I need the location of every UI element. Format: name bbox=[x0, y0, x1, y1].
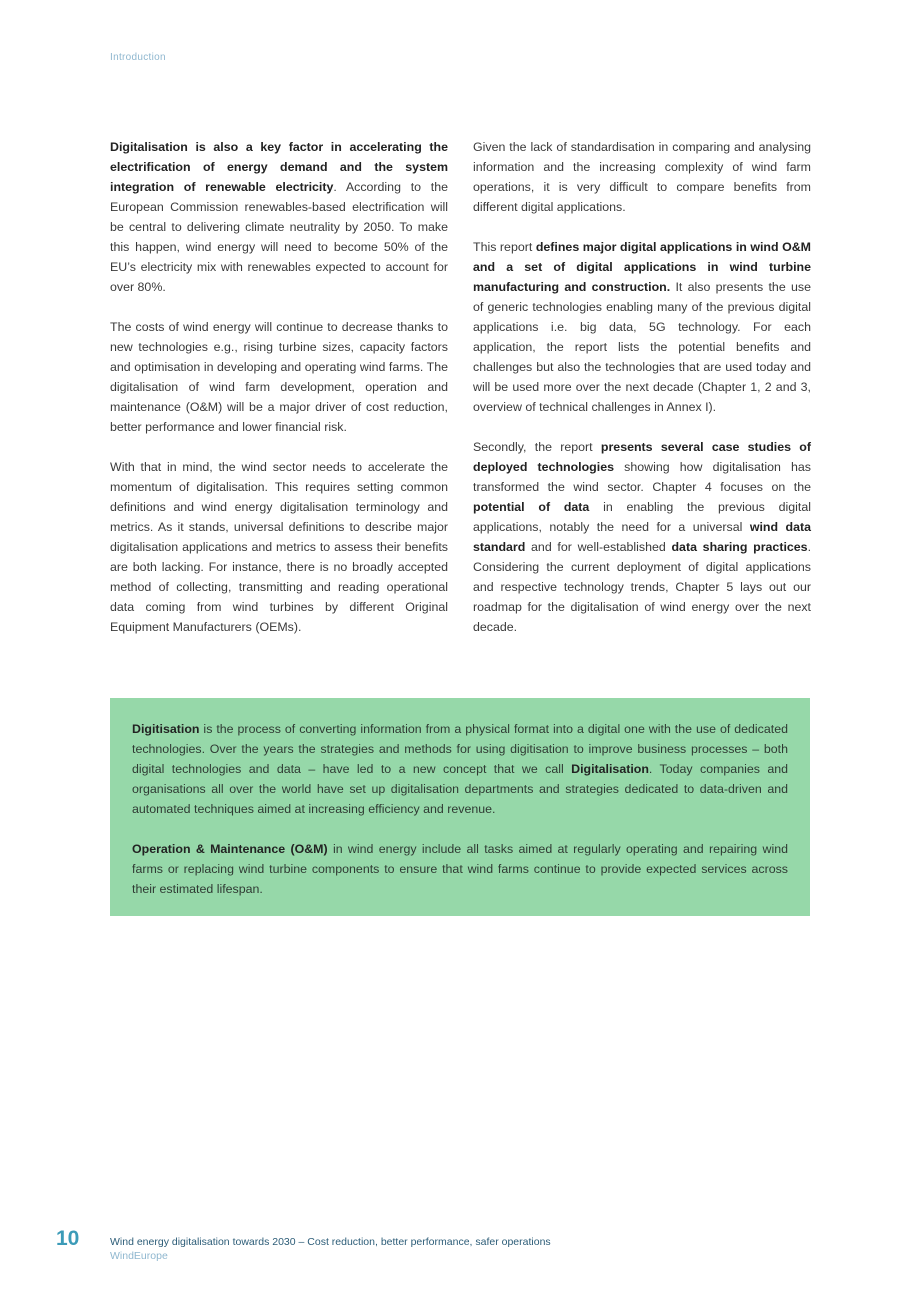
bold-text: defines major digital applications in wind O&M and a set of digital applications in wind turbine manufacturing and construction. bbox=[473, 240, 811, 294]
body-text: Secondly, the report bbox=[473, 440, 601, 454]
bold-text: Operation & Maintenance (O&M) bbox=[132, 842, 328, 856]
bold-text: Digitalisation bbox=[571, 762, 649, 776]
body-text: This report bbox=[473, 240, 536, 254]
footer-org: WindEurope bbox=[110, 1250, 168, 1262]
paragraph bbox=[473, 237, 811, 417]
footer-title: Wind energy digitalisation towards 2030 – Cost reduction, better performance, safer operations bbox=[110, 1236, 551, 1248]
paragraph: The costs of wind energy will continue to decrease thanks to new technologies e.g., rising turbine sizes, capacity factors and optimisation in developing and operating wind farms. The digitalisation of wind farm development, operation and maintenance (O&M) will be a major driver of cost reduction, better performance and lower financial risk. bbox=[110, 320, 448, 434]
callout-paragraph bbox=[132, 719, 788, 819]
bold-text: wind data standard bbox=[473, 520, 811, 554]
body-text: is the process of converting information from a physical format into a digital one with the use of dedicated technologies. Over the years the strategies and methods for using digitisation to improve business processes – both digital technologies and data – have led to a new concept that we call bbox=[132, 722, 788, 776]
bold-text: Digitalisation is also a key factor in accelerating the electrification of energy demand and the system integration of renewable electricity bbox=[110, 140, 448, 194]
body-text: . According to the European Commission renewables-based electrification will be central to delivering climate neutrality by 2050. To make this happen, wind energy will need to become 50% of the EU’s electricity mix with renewables expected to account for over 80%. bbox=[110, 180, 448, 294]
callout-paragraph bbox=[132, 839, 788, 899]
paragraph bbox=[110, 137, 448, 297]
definitions-callout-box bbox=[110, 698, 810, 916]
paragraph: With that in mind, the wind sector needs to accelerate the momentum of digitalisation. This requires setting common definitions and wind energy digitalisation terminology and metrics. As it stands, universal definitions to describe major digitalisation applications and metrics to assess their benefits are both lacking. For instance, there is no broadly accepted method of collecting, transmitting and reading operational data coming from wind turbines by different Original Equipment Manufacturers (OEMs). bbox=[110, 460, 448, 634]
bold-text: potential of data bbox=[473, 500, 590, 514]
section-label: Introduction bbox=[110, 52, 166, 63]
body-text: It also presents the use of generic technologies enabling many of the previous digital applications i.e. big data, 5G technology. For each application, the report lists the potential benefits and challenges but also the technologies that are used today and will be used more over the next decade (Chapter 1, 2 and 3, overview of technical challenges in Annex I). bbox=[473, 280, 811, 414]
body-text: . Considering the current deployment of digital applications and respective technology trends, Chapter 5 lays out our roadmap for the digitalisation of wind energy over the next decade. bbox=[473, 540, 812, 634]
page-number: 10 bbox=[56, 1227, 80, 1250]
body-text: and for well-established bbox=[525, 540, 672, 554]
bold-text: presents several case studies of deployed technologies bbox=[473, 440, 811, 474]
bold-text: data sharing practices bbox=[671, 540, 808, 554]
left-column bbox=[110, 137, 448, 657]
paragraph: Given the lack of standardisation in comparing and analysing information and the increasing complexity of wind farm operations, it is very difficult to compare benefits from different digital applications. bbox=[473, 140, 811, 214]
bold-text: Digitisation bbox=[132, 722, 200, 736]
paragraph bbox=[473, 437, 811, 637]
body-text: in wind energy include all tasks aimed at regularly operating and repairing wind farms or replacing wind turbine components to ensure that wind farms continue to provide expected services across their estimated lifespan. bbox=[132, 842, 788, 896]
body-text: showing how digitalisation has transformed the wind sector. Chapter 4 focuses on the bbox=[473, 460, 811, 494]
body-text: in enabling the previous digital applications, notably the need for a universal bbox=[473, 500, 811, 534]
right-column bbox=[473, 137, 811, 657]
body-text: . Today companies and organisations all over the world have set up digitalisation departments and strategies dedicated to data-driven and automated techniques aimed at increasing efficiency and revenue. bbox=[132, 762, 789, 816]
